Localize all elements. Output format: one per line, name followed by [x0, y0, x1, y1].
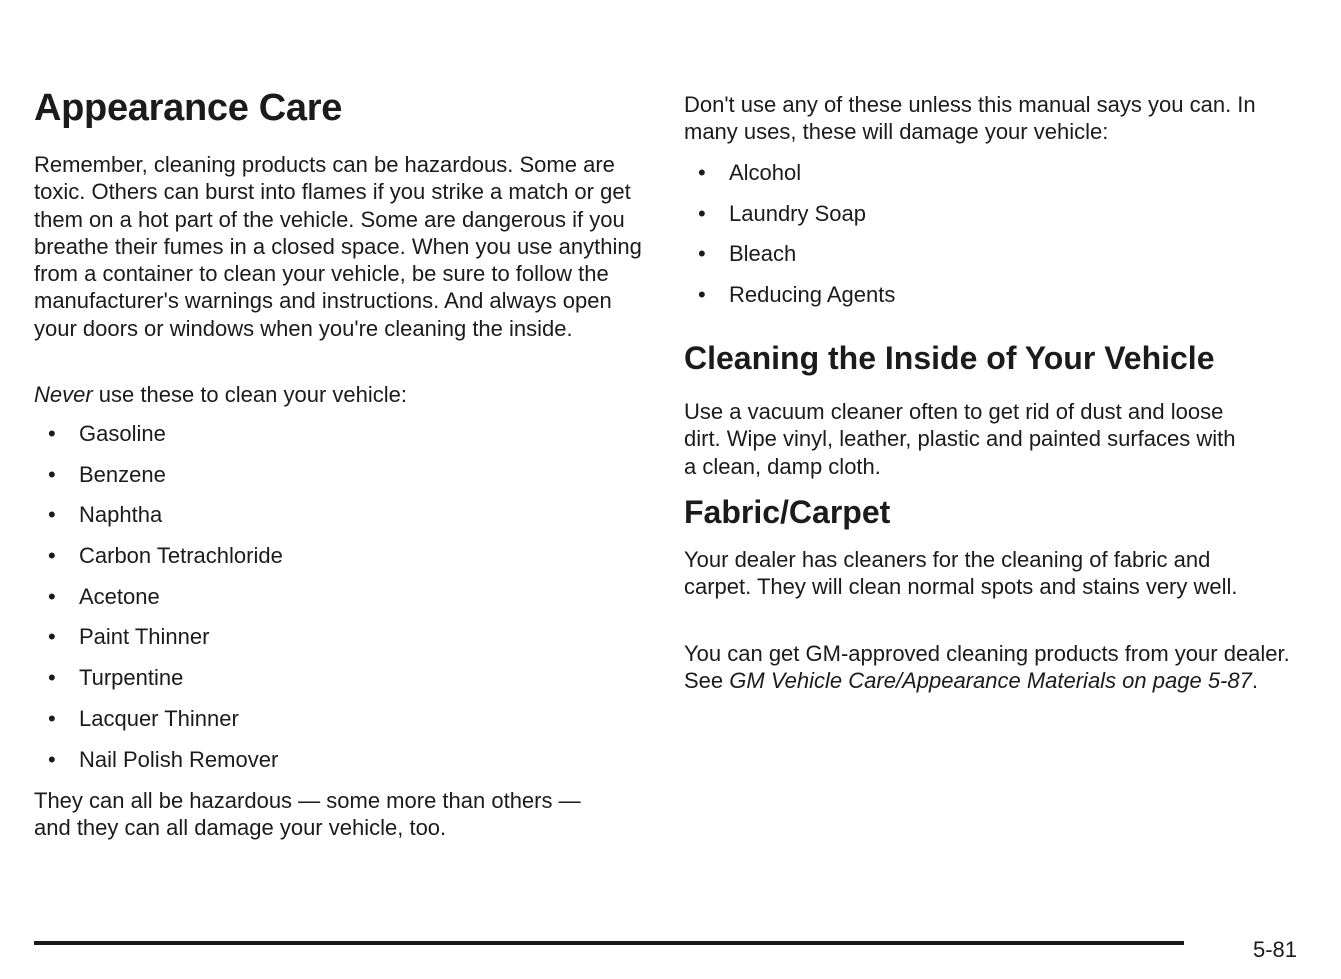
list-item: • Bleach [698, 241, 797, 267]
list-item: • Nail Polish Remover [48, 746, 279, 772]
bullet-icon: • [48, 421, 56, 446]
bullet-icon: • [48, 624, 56, 650]
never-use-list [34, 420, 283, 786]
list-item: • Acetone [48, 583, 160, 609]
list-item: • Laundry Soap [698, 200, 866, 226]
fabric-carpet-heading: Fabric/Carpet [684, 494, 891, 530]
bullet-icon: • [48, 665, 56, 691]
bullet-icon: • [698, 241, 706, 267]
never-use-rest: use these to clean your vehicle: [92, 382, 407, 407]
list-item: • Alcohol [698, 160, 802, 185]
bullet-icon: • [698, 282, 706, 308]
bullet-icon: • [48, 543, 56, 569]
gm-reference-link[interactable]: GM Vehicle Care/Appearance Materials on page 5-87 [729, 668, 1252, 694]
gm-products-text: You can get GM-approved cleaning products from your dealer. See GM Vehicle Care/Appearance Materials on page 5-87. [684, 641, 1290, 694]
cleaning-inside-text: Use a vacuum cleaner often to get rid of dust and loose dirt. Wipe vinyl, leather, plastic and painted surfaces with a clean, damp cloth. [684, 399, 1236, 479]
list-item: • Paint Thinner [48, 624, 210, 650]
list-item: • Reducing Agents [698, 282, 896, 308]
bullet-icon: • [48, 461, 56, 487]
fabric-carpet-text: Your dealer has cleaners for the cleaning of fabric and carpet. They will clean normal spots and stains very well. [684, 547, 1238, 600]
list-item: • Carbon Tetrachloride [48, 543, 283, 569]
bullet-icon: • [48, 746, 56, 772]
never-use-intro [34, 381, 644, 408]
bullet-icon: • [48, 502, 56, 528]
never-emphasis: Never [34, 382, 93, 407]
hazard-closing: They can all be hazardous — some more than others — and they can all damage your vehicle, too. [34, 788, 581, 841]
footer-rule [34, 941, 1184, 945]
bullet-icon: • [698, 160, 706, 185]
list-item: • Naphtha [48, 502, 163, 528]
list-item: • Gasoline [48, 421, 166, 446]
page-number: 5-81 [1252, 937, 1297, 962]
bullet-icon: • [698, 200, 706, 226]
list-item: • Benzene [48, 461, 166, 487]
dont-use-intro: Don't use any of these unless this manual says you can. In many uses, these will damage your vehicle: [684, 92, 1256, 145]
bullet-icon: • [48, 583, 56, 609]
list-item: • Turpentine [48, 665, 184, 691]
bullet-icon: • [48, 705, 56, 731]
list-item: • Lacquer Thinner [48, 705, 239, 731]
avoid-list [684, 159, 895, 322]
cleaning-inside-heading: Cleaning the Inside of Your Vehicle [684, 340, 1215, 376]
appearance-care-heading: Appearance Care [34, 87, 343, 129]
appearance-care-intro: Remember, cleaning products can be hazardous. Some are toxic. Others can burst into flames if you strike a match or get them on a hot part of the vehicle. Some are dangerous if you breathe their fumes in a closed space. When you use anything from a container to clean your vehicle, be sure to follow the manufacturer's warnings and instructions. And always open your doors or windows when you're cleaning the inside. [34, 152, 642, 341]
